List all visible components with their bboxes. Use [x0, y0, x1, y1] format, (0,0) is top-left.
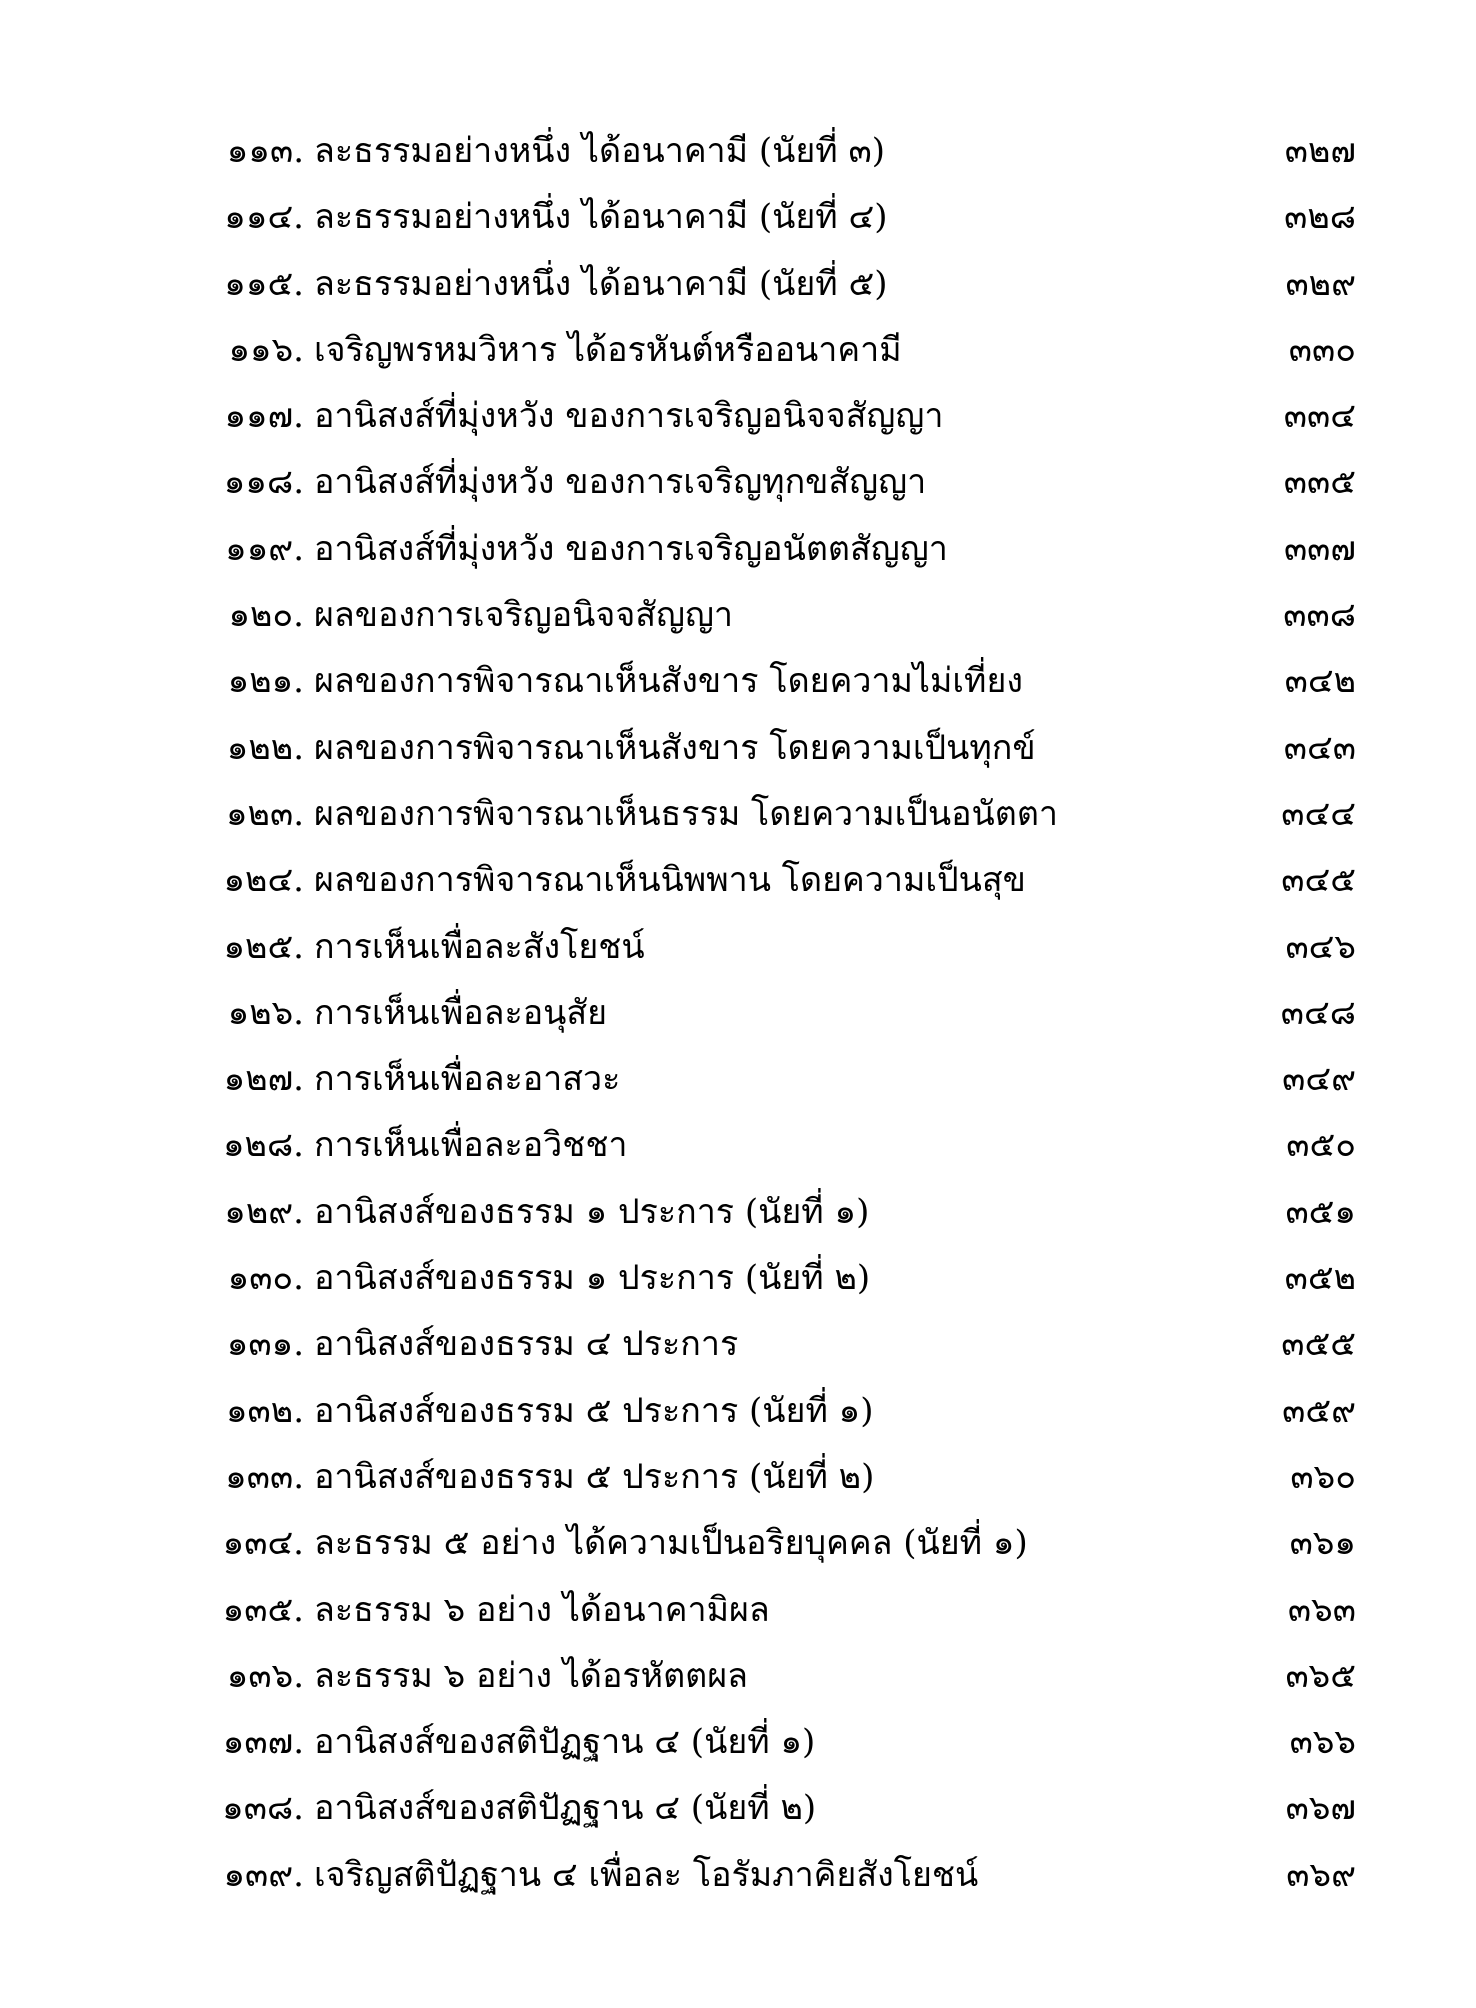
toc-entry: [0, 1245, 1476, 1311]
entry-page: ๓๕๙: [1282, 1390, 1356, 1431]
entry-title: อานิสงส์ของธรรม ๑ ประการ (นัยที่ ๑): [314, 1191, 870, 1232]
entry-number: ๑๑๓.: [226, 131, 304, 171]
entry-page: ๓๔๖: [1285, 926, 1356, 967]
entry-title: การเห็นเพื่อละอนุสัย: [314, 992, 608, 1033]
entry-page: ๓๓๔: [1283, 396, 1356, 437]
toc-entry: [0, 1311, 1476, 1377]
entry-page: ๓๖๖: [1289, 1722, 1356, 1763]
entry-title: ผลของการเจริญอนิจจสัญญา: [314, 595, 734, 636]
entry-page: ๓๓๗: [1283, 528, 1356, 569]
toc-entry: [0, 648, 1476, 714]
entry-page: ๓๓๘: [1283, 595, 1356, 636]
entry-number: ๑๓๙.: [223, 1854, 304, 1895]
entry-number: ๑๒๐.: [228, 595, 304, 636]
entry-title: ผลของการพิจารณาเห็นสังขาร โดยความไม่เที่ยง: [314, 661, 1023, 702]
entry-page: ๓๕๑: [1285, 1191, 1356, 1232]
entry-title: ผลของการพิจารณาเห็นธรรม โดยความเป็นอนัตตา: [314, 793, 1059, 834]
entry-title: ละธรรม ๖ อย่าง ได้อรหัตตผล: [314, 1655, 749, 1696]
entry-title: อานิสงส์ของสติปัฏฐาน ๔ (นัยที่ ๒): [314, 1788, 817, 1829]
entry-title: ผลของการพิจารณาเห็นสังขาร โดยความเป็นทุกข์: [314, 727, 1036, 768]
entry-number: ๑๓๖.: [226, 1655, 304, 1696]
toc-entry: [0, 118, 1476, 184]
entry-number: ๑๒๓.: [225, 793, 304, 834]
entry-number: ๑๒๗.: [223, 1059, 304, 1100]
entry-title: อานิสงส์ของธรรม ๔ ประการ: [314, 1324, 739, 1365]
entry-page: ๓๖๓: [1287, 1589, 1356, 1630]
entry-page: ๓๕๒: [1284, 1258, 1356, 1299]
entry-page: ๓๔๙: [1282, 1059, 1356, 1100]
entry-title: อานิสงส์ของธรรม ๑ ประการ (นัยที่ ๒): [314, 1258, 871, 1299]
entry-number: ๑๓๒.: [225, 1390, 304, 1431]
toc-entry: [0, 1709, 1476, 1775]
toc-entry: [0, 582, 1476, 648]
entry-page: ๓๓๕: [1283, 462, 1356, 503]
entry-title: ละธรรมอย่างหนึ่ง ได้อนาคามี (นัยที่ ๓): [314, 131, 886, 171]
entry-title: อานิสงส์ของธรรม ๕ ประการ (นัยที่ ๑): [314, 1390, 874, 1431]
entry-number: ๑๒๙.: [224, 1191, 304, 1232]
entry-number: ๑๒๘.: [222, 1125, 304, 1166]
entry-number: ๑๓๔.: [222, 1523, 304, 1564]
toc-entry: [0, 1510, 1476, 1576]
entry-title: ละธรรมอย่างหนึ่ง ได้อนาคามี (นัยที่ ๕): [314, 263, 888, 304]
entry-page: ๓๒๙: [1285, 263, 1356, 304]
toc-entry: [0, 1378, 1476, 1444]
entry-number: ๑๒๖.: [227, 992, 304, 1033]
toc-entry: [0, 980, 1476, 1046]
toc-entry: [0, 1444, 1476, 1510]
toc-entry: [0, 1643, 1476, 1709]
entry-page: ๓๖๑: [1289, 1523, 1356, 1564]
toc-entry: [0, 1577, 1476, 1643]
entry-number: ๑๓๓.: [225, 1456, 304, 1497]
entry-number: ๑๒๕.: [223, 926, 304, 967]
entry-page: ๓๔๔: [1281, 793, 1356, 834]
entry-page: ๓๒๗: [1284, 131, 1356, 171]
entry-title: เจริญสติปัฏฐาน ๔ เพื่อละ โอรัมภาคิยสังโยชน์: [314, 1854, 979, 1895]
entry-title: อานิสงส์ของสติปัฏฐาน ๔ (นัยที่ ๑): [314, 1722, 816, 1763]
toc-entry: [0, 449, 1476, 515]
entry-page: ๓๖๙: [1286, 1854, 1356, 1895]
entry-title: อานิสงส์ที่มุ่งหวัง ของการเจริญทุกขสัญญา: [314, 462, 927, 503]
entry-title: ละธรรม ๕ อย่าง ได้ความเป็นอริยบุคคล (นัยที่ ๑): [314, 1523, 1028, 1564]
entry-page: ๓๖๕: [1285, 1655, 1356, 1696]
entry-page: ๓๕๐: [1286, 1125, 1356, 1166]
entry-page: ๓๔๓: [1283, 727, 1356, 768]
entry-number: ๑๑๗.: [224, 396, 304, 437]
toc-entry: [0, 184, 1476, 250]
entry-title: อานิสงส์ที่มุ่งหวัง ของการเจริญอนิจจสัญญา: [314, 396, 944, 437]
entry-number: ๑๑๘.: [223, 462, 304, 503]
toc-entry: [0, 1046, 1476, 1112]
entry-title: อานิสงส์ที่มุ่งหวัง ของการเจริญอนัตตสัญญา: [314, 528, 948, 569]
entry-title: การเห็นเพื่อละอาสวะ: [314, 1059, 621, 1100]
entry-title: ผลของการพิจารณาเห็นนิพพาน โดยความเป็นสุข: [314, 860, 1026, 901]
toc-entry: [0, 1842, 1476, 1908]
toc-entry: [0, 781, 1476, 847]
toc-entry: [0, 715, 1476, 781]
entry-number: ๑๑๖.: [228, 329, 304, 370]
entry-title: ละธรรม ๖ อย่าง ได้อนาคามิผล: [314, 1589, 770, 1630]
entry-page: ๓๒๘: [1284, 197, 1356, 238]
entry-page: ๓๕๕: [1281, 1324, 1356, 1365]
toc-entry: [0, 1775, 1476, 1841]
toc-entry: [0, 1179, 1476, 1245]
entry-title: การเห็นเพื่อละอวิชชา: [314, 1125, 628, 1166]
entry-title: การเห็นเพื่อละสังโยชน์: [314, 926, 645, 967]
entry-number: ๑๑๕.: [224, 263, 304, 304]
entry-title: เจริญพรหมวิหาร ได้อรหันต์หรืออนาคามี: [314, 329, 902, 370]
entry-page: ๓๖๗: [1285, 1788, 1356, 1829]
entry-number: ๑๒๔.: [223, 860, 304, 901]
toc-entry: [0, 251, 1476, 317]
entry-number: ๑๓๐.: [227, 1258, 304, 1299]
toc-entry: [0, 317, 1476, 383]
entry-number: ๑๓๗.: [222, 1722, 304, 1763]
entry-number: ๑๓๑.: [226, 1324, 304, 1365]
entry-page: ๓๓๐: [1288, 329, 1356, 370]
toc-entry: [0, 914, 1476, 980]
entry-page: ๓๖๐: [1290, 1456, 1356, 1497]
entry-title: อานิสงส์ของธรรม ๕ ประการ (นัยที่ ๒): [314, 1456, 875, 1497]
entry-page: ๓๔๘: [1280, 992, 1356, 1033]
entry-number: ๑๒๒.: [226, 727, 304, 768]
entry-title: ละธรรมอย่างหนึ่ง ได้อนาคามี (นัยที่ ๔): [314, 197, 888, 238]
entry-number: ๑๒๑.: [227, 661, 304, 702]
entry-number: ๑๑๙.: [225, 528, 304, 569]
table-of-contents: [0, 118, 1476, 1908]
toc-entry: [0, 383, 1476, 449]
toc-entry: [0, 847, 1476, 913]
entry-number: ๑๓๕.: [222, 1589, 304, 1630]
toc-entry: [0, 516, 1476, 582]
entry-page: ๓๔๒: [1284, 661, 1356, 702]
entry-number: ๑๓๘.: [222, 1788, 304, 1829]
entry-number: ๑๑๔.: [224, 197, 304, 238]
toc-entry: [0, 1112, 1476, 1178]
entry-page: ๓๔๕: [1281, 860, 1356, 901]
